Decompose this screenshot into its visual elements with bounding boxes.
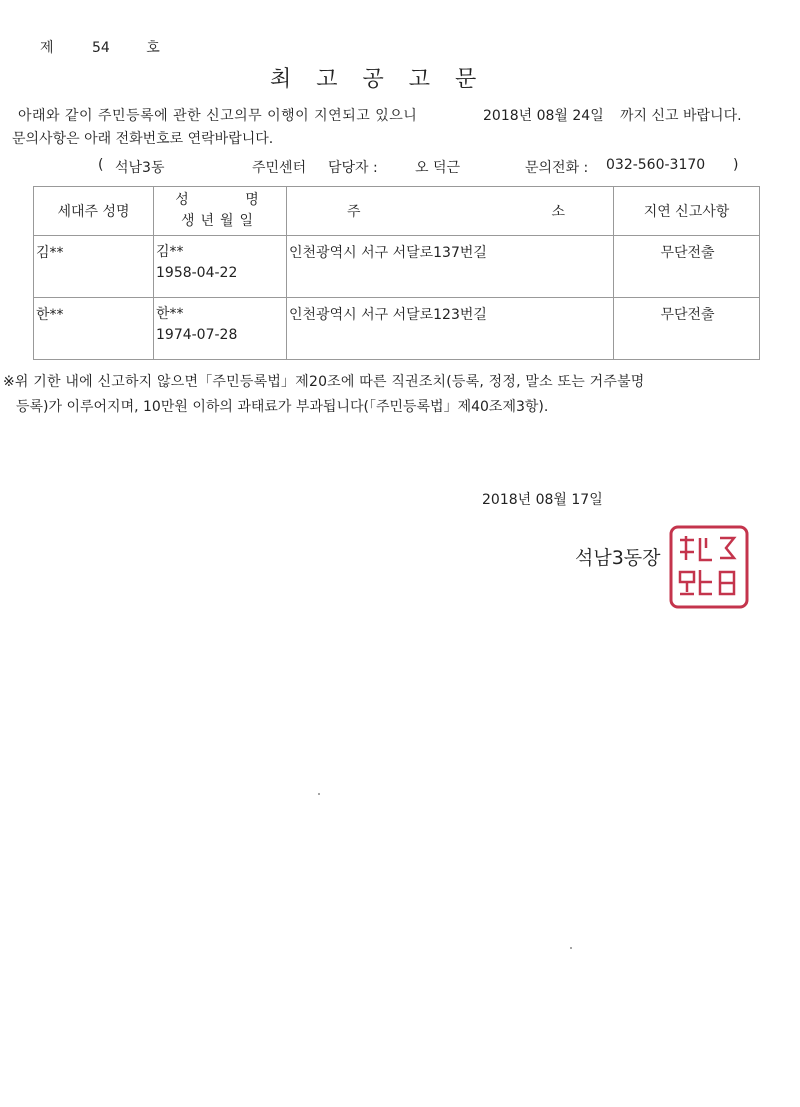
header-address-right: 소 [551, 204, 565, 220]
table-row [34, 236, 760, 298]
cell-address: 인천광역시 서구 서달로137번길 [287, 236, 614, 298]
doc-number-value: 54 [91, 40, 110, 56]
contact-close-paren: ) [733, 157, 739, 173]
intro-text: 아래와 같이 주민등록에 관한 신고의무 이행이 지연되고 있으니 [18, 108, 418, 124]
table-row [34, 298, 760, 360]
header-status: 지연 신고사항 [614, 187, 760, 236]
cell-name-birth [154, 236, 287, 298]
doc-number-prefix: 제 [40, 40, 54, 56]
cell-name: 한** [156, 306, 184, 322]
phone-label: 문의전화 : [525, 160, 589, 176]
scan-speck [318, 793, 320, 795]
inquiry-text: 문의사항은 아래 전화번호로 연락바랍니다. [12, 131, 274, 147]
manager-label: 담당자 : [328, 160, 378, 176]
cell-name-birth [154, 298, 287, 360]
header-address [287, 187, 614, 236]
cell-name: 김** [156, 244, 184, 260]
signer-title: 석남3동장 [575, 547, 661, 569]
header-address-left: 주 [347, 204, 361, 220]
deadline-date: 2018년 08월 24일 [483, 108, 604, 124]
intro-text-end: 까지 신고 바랍니다. [620, 108, 742, 124]
phone-number: 032-560-3170 [606, 157, 706, 173]
cell-householder: 한** [34, 298, 154, 360]
issue-date: 2018년 08월 17일 [482, 492, 603, 508]
scan-speck [570, 947, 572, 949]
table-header-row [34, 187, 760, 236]
header-householder: 세대주 성명 [34, 187, 154, 236]
penalty-notice-line1: ※위 기한 내에 신고하지 않으면「주민등록법」제20조에 따른 직권조치(등록, 정정, 말소 또는 거주불명 [3, 374, 645, 390]
header-name-birth [154, 187, 287, 236]
header-birth: 생년월일 [180, 213, 260, 229]
cell-address: 인천광역시 서구 서달로123번길 [287, 298, 614, 360]
contact-center: 주민센터 [252, 160, 307, 176]
contact-dong: 석남3동 [115, 160, 165, 176]
penalty-notice-line2: 등록)가 이루어지며, 10만원 이하의 과태료가 부과됩니다(「주민등록법」제40조제3항). [16, 399, 549, 415]
cell-birth: 1958-04-22 [156, 265, 238, 281]
cell-status: 무단전출 [614, 236, 760, 298]
official-seal-icon [668, 524, 750, 610]
cell-status: 무단전출 [614, 298, 760, 360]
page-title: 최 고 공 고 문 [270, 67, 479, 92]
doc-number-suffix: 호 [146, 40, 160, 56]
contact-open-paren: ( [98, 157, 104, 173]
manager-name: 오 덕근 [415, 160, 461, 176]
document-number [40, 37, 160, 57]
header-name: 성 명 [175, 192, 265, 208]
cell-householder: 김** [34, 236, 154, 298]
delinquent-table [33, 186, 760, 360]
cell-birth: 1974-07-28 [156, 327, 238, 343]
seal-glyphs [680, 536, 734, 594]
